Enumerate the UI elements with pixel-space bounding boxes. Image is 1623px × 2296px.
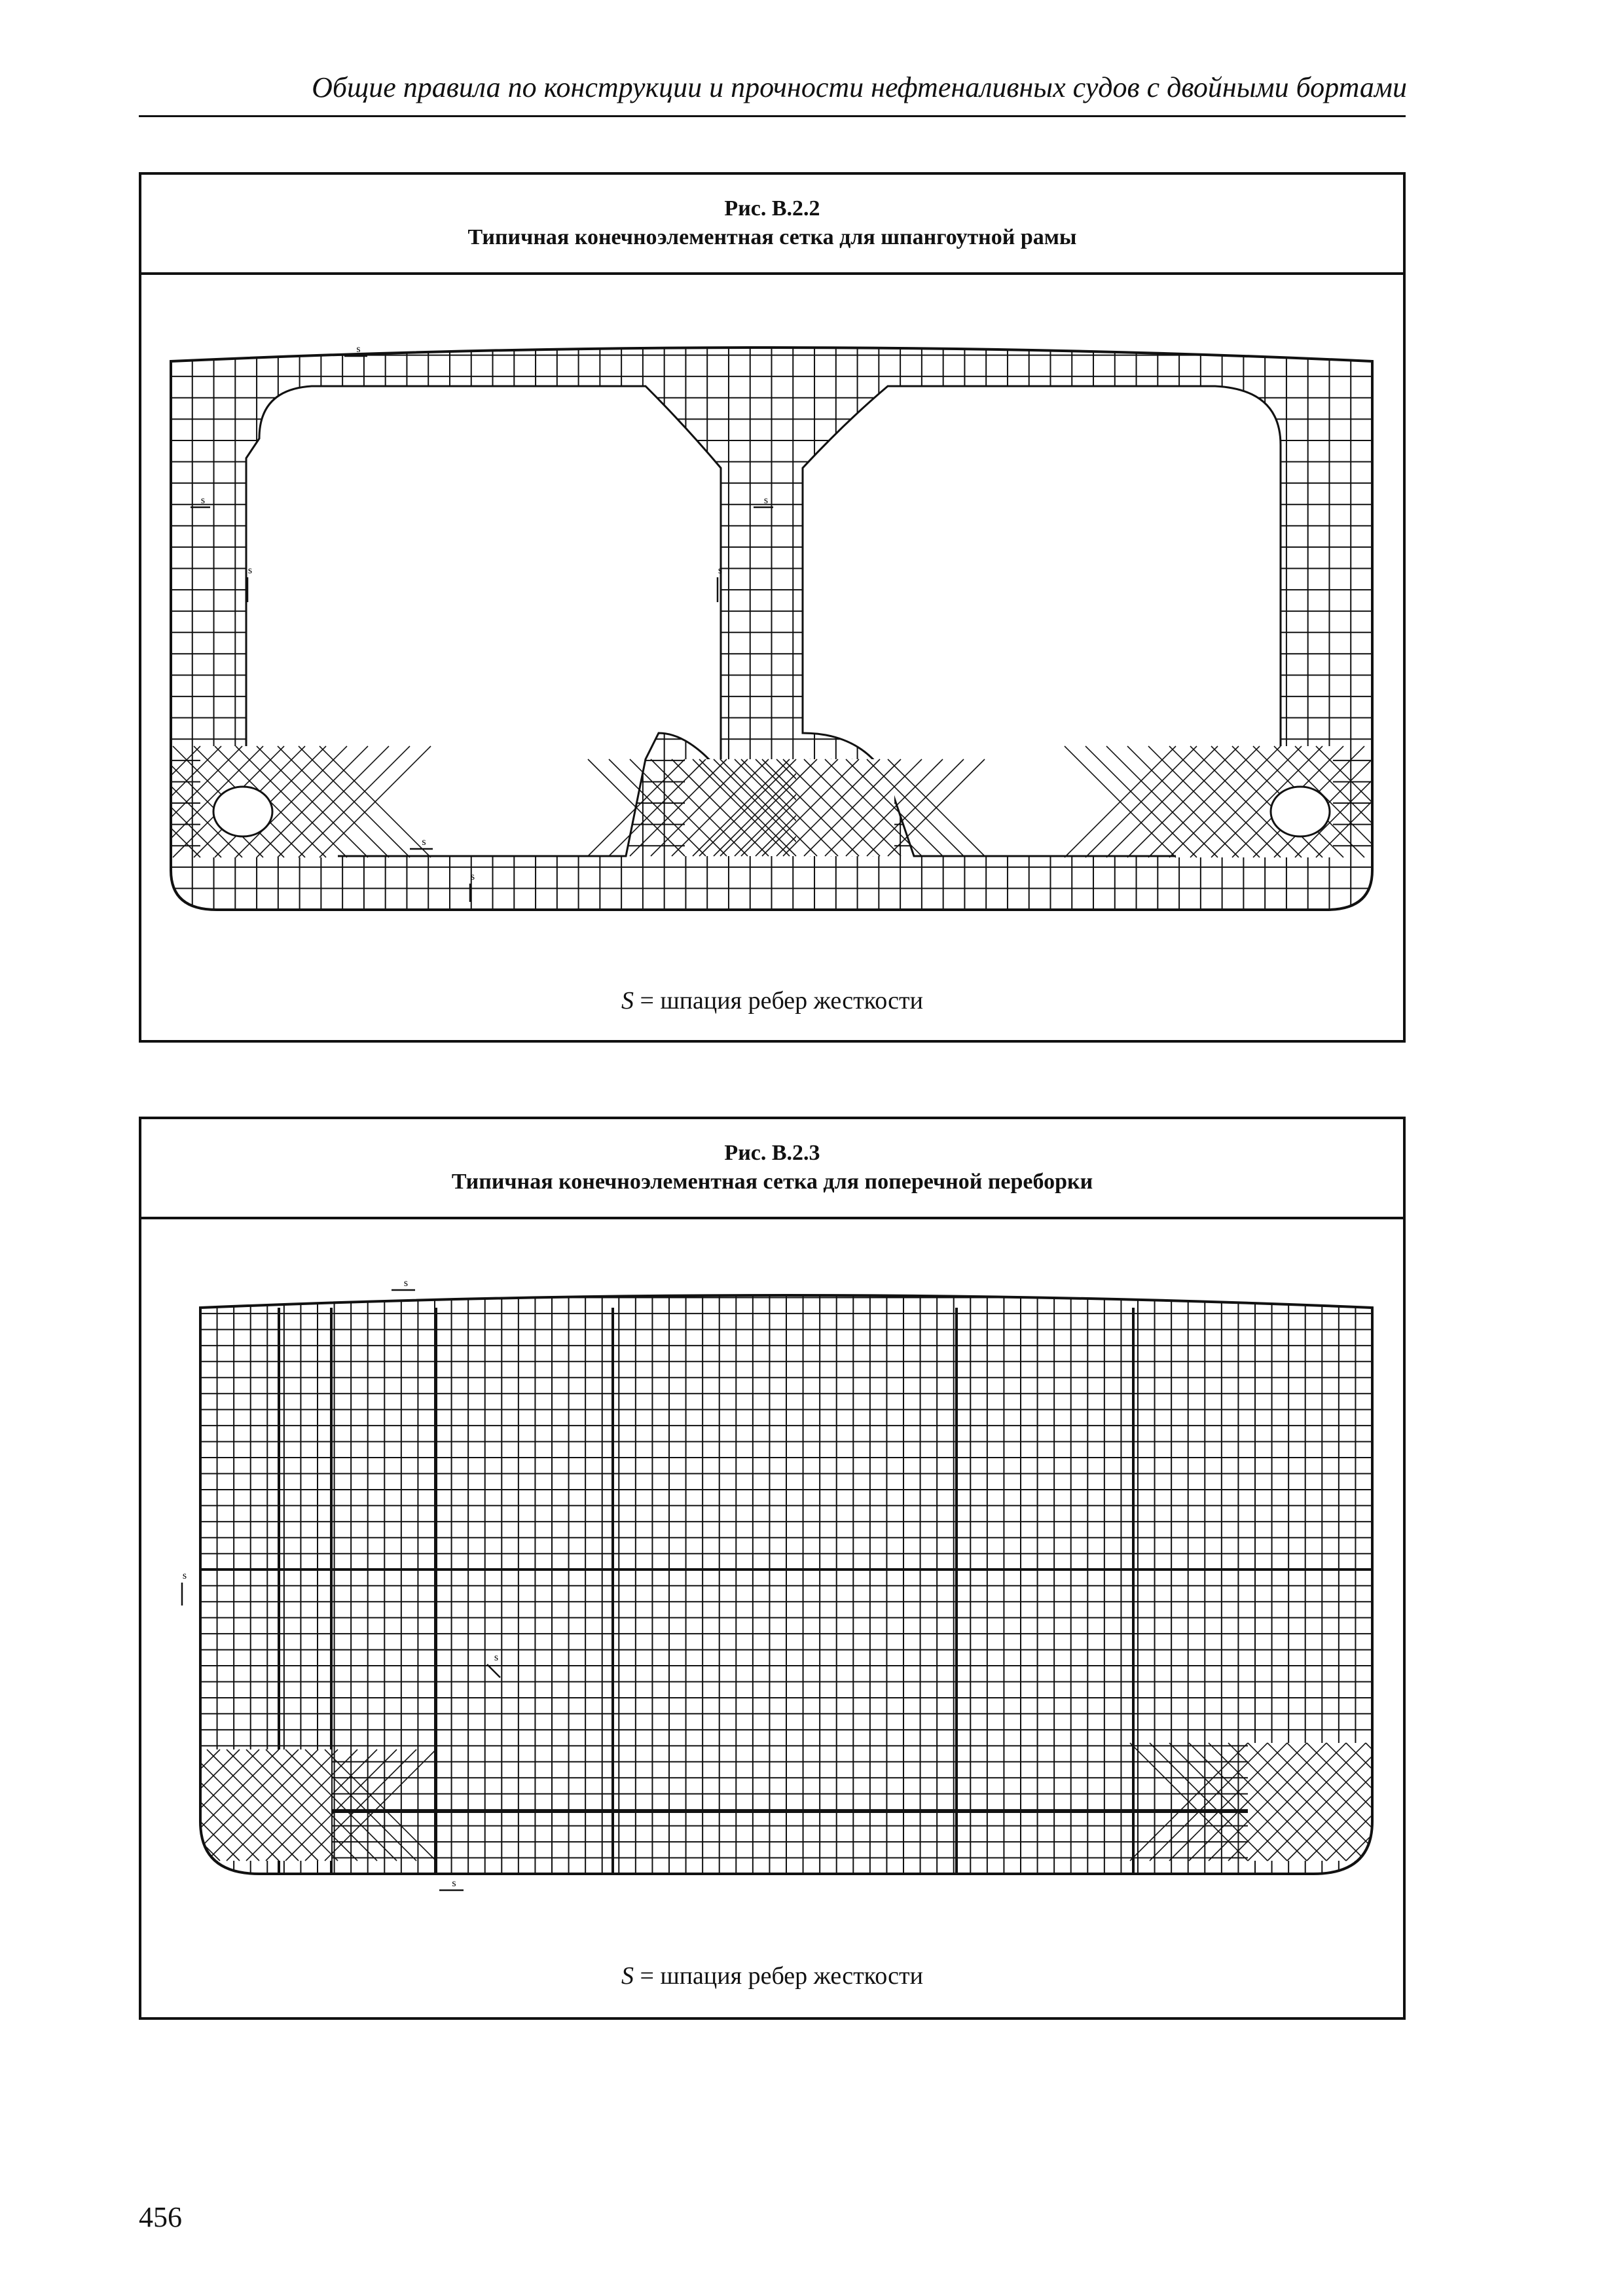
dimension-label: s bbox=[452, 1878, 456, 1889]
spacing-dimension-center bbox=[487, 1652, 500, 1677]
figure-number: Рис. В.2.3 bbox=[724, 1141, 820, 1165]
caption-symbol: S bbox=[621, 1962, 634, 1990]
figure-header bbox=[141, 175, 1403, 275]
figure-number: Рис. В.2.2 bbox=[724, 196, 820, 221]
web-frame-mesh-drawing bbox=[141, 275, 1403, 1041]
dimension-label: s bbox=[200, 495, 206, 506]
spacing-dimension-deck bbox=[392, 1278, 415, 1290]
figure-caption bbox=[141, 1962, 1403, 1990]
dimension-label: s bbox=[356, 344, 361, 355]
header-rule bbox=[139, 115, 1406, 117]
lightening-hole-left bbox=[213, 787, 272, 836]
dimension-label: s bbox=[494, 1652, 499, 1663]
caption-symbol: S bbox=[621, 987, 634, 1014]
dimension-label: s bbox=[470, 871, 475, 882]
dimension-label: s bbox=[718, 565, 723, 576]
dimension-label: s bbox=[763, 495, 769, 506]
bulkhead-mesh bbox=[141, 1282, 1403, 1874]
spacing-dimension-bottom-vertical bbox=[470, 871, 475, 902]
figure-transverse-bulkhead bbox=[139, 1117, 1406, 2020]
bulkhead-grid bbox=[200, 1282, 1372, 1874]
frame-mesh bbox=[141, 334, 1403, 910]
figure-title: Типичная конечноэлементная сетка для шпангоутной рамы bbox=[467, 225, 1077, 249]
bracket-background bbox=[1248, 1743, 1372, 1861]
spacing-dimension-side bbox=[191, 495, 210, 507]
mesh-line bbox=[141, 1749, 200, 1861]
spacing-dimension-bottom bbox=[439, 1878, 464, 1890]
figure-header bbox=[141, 1119, 1403, 1219]
running-header: Общие правила по конструкции и прочности нефтеналивных судов с двойными бортами bbox=[312, 71, 1407, 103]
dimension-label: s bbox=[182, 1570, 187, 1581]
bracket-meshes bbox=[141, 746, 1403, 857]
figure-caption bbox=[141, 986, 1403, 1015]
figure-title: Типичная конечноэлементная сетка для поперечной переборки bbox=[451, 1170, 1093, 1194]
mesh-line bbox=[141, 1749, 200, 1861]
caption-text: = шпация ребер жесткости bbox=[634, 987, 923, 1014]
bracket-background bbox=[200, 1749, 331, 1861]
dimension-label: s bbox=[422, 836, 426, 848]
figure-web-frame bbox=[139, 172, 1406, 1043]
lightening-hole-right bbox=[1271, 787, 1330, 836]
page-number: 456 bbox=[139, 2201, 182, 2233]
caption-text: = шпация ребер жесткости bbox=[634, 1962, 923, 1990]
dimension-label: s bbox=[247, 565, 253, 576]
dimension-label: s bbox=[403, 1278, 409, 1289]
spacing-dimension-bulkhead bbox=[754, 495, 773, 507]
spacing-dimension-side bbox=[182, 1570, 187, 1605]
bulkhead-mesh-drawing bbox=[141, 1219, 1403, 2018]
